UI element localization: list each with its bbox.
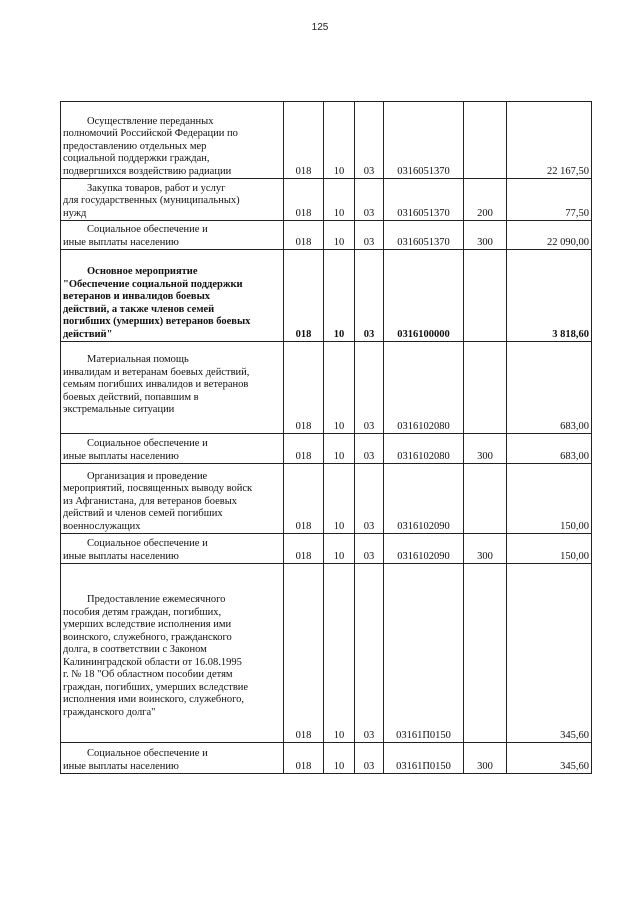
gov-code: 018 — [284, 179, 324, 221]
expense-type-code — [464, 464, 507, 534]
section-code: 10 — [324, 250, 355, 342]
amount: 22 167,50 — [507, 102, 592, 179]
gov-code: 018 — [284, 564, 324, 743]
gov-code: 018 — [284, 102, 324, 179]
row-name — [61, 564, 284, 743]
amount: 150,00 — [507, 534, 592, 564]
target-article-code: 0316100000 — [384, 250, 464, 342]
row-name-line: полномочий Российской Федерации по — [63, 128, 238, 139]
table-row — [61, 342, 592, 434]
subsection-code: 03 — [355, 221, 384, 250]
expense-type-code: 300 — [464, 221, 507, 250]
row-name-line: Организация и проведение — [87, 470, 208, 482]
row-name-line: Социальное обеспечение и — [87, 438, 208, 449]
row-name-line: "Обеспечение социальной поддержки — [63, 278, 243, 290]
row-name-line: Материальная помощь — [87, 354, 189, 365]
row-name-line: Закупка товаров, работ и услуг — [87, 182, 226, 194]
amount: 683,00 — [507, 342, 592, 434]
target-article-code: 0316051370 — [384, 102, 464, 179]
budget-table — [60, 101, 592, 774]
row-name-line: подвергшихся воздействию радиации — [63, 165, 232, 177]
row-name-line: мероприятий, посвященных выводу войск — [63, 483, 253, 494]
row-name-line: военнослужащих — [63, 520, 141, 532]
row-name-line: иные выплаты населению — [63, 450, 179, 462]
row-name-line: ветеранов и инвалидов боевых — [63, 291, 211, 302]
gov-code: 018 — [284, 342, 324, 434]
row-name-line: Основное мероприятие — [87, 266, 198, 277]
row-name-line: семьям погибших инвалидов и ветеранов — [63, 379, 249, 390]
amount: 22 090,00 — [507, 221, 592, 250]
expense-type-code: 200 — [464, 179, 507, 221]
row-name-line: пособия детям граждан, погибших, — [63, 606, 222, 618]
subsection-code: 03 — [355, 434, 384, 464]
row-name — [61, 534, 284, 564]
row-name-line: иные выплаты населению — [63, 236, 179, 248]
subsection-code: 03 — [355, 534, 384, 564]
target-article-code: 0316102080 — [384, 434, 464, 464]
subsection-code: 03 — [355, 342, 384, 434]
expense-type-code — [464, 564, 507, 743]
target-article-code: 03161П0150 — [384, 743, 464, 774]
row-name — [61, 102, 284, 179]
table-row — [61, 102, 592, 179]
row-name-line: для государственных (муниципальных) — [63, 195, 240, 206]
subsection-code: 03 — [355, 250, 384, 342]
row-name-line: из Афганистана, для ветеранов боевых — [63, 495, 237, 507]
expense-type-code — [464, 342, 507, 434]
row-name-line: экстремальные ситуации — [63, 404, 175, 415]
subsection-code: 03 — [355, 464, 384, 534]
subsection-code: 03 — [355, 743, 384, 774]
gov-code: 018 — [284, 534, 324, 564]
row-name-line: действий и членов семей погибших — [63, 508, 223, 519]
section-code: 10 — [324, 221, 355, 250]
table-row — [61, 743, 592, 774]
section-code: 10 — [324, 342, 355, 434]
row-name — [61, 743, 284, 774]
gov-code: 018 — [284, 221, 324, 250]
row-name-line: Предоставление ежемесячного — [87, 594, 226, 605]
row-name-line: Социальное обеспечение и — [87, 224, 208, 235]
row-name-line: воинского, служебного, гражданского — [63, 631, 232, 643]
section-code: 10 — [324, 464, 355, 534]
amount: 345,60 — [507, 564, 592, 743]
row-name-line: Калининградской области от 16.08.1995 — [63, 656, 242, 668]
page-number: 125 — [311, 22, 329, 33]
section-code: 10 — [324, 434, 355, 464]
row-name — [61, 464, 284, 534]
row-name-line: иные выплаты населению — [63, 550, 179, 562]
row-name-line: боевых действий, попавшим в — [63, 391, 199, 403]
row-name-line: г. № 18 "Об областном пособии детям — [63, 669, 233, 680]
row-name — [61, 221, 284, 250]
subsection-code: 03 — [355, 102, 384, 179]
amount: 345,60 — [507, 743, 592, 774]
row-name-line: иные выплаты населению — [63, 760, 179, 772]
row-name-line: инвалидам и ветеранам боевых действий, — [63, 366, 250, 378]
gov-code: 018 — [284, 250, 324, 342]
row-name-line: действий" — [63, 328, 113, 340]
table-row — [61, 179, 592, 221]
table-row — [61, 534, 592, 564]
target-article-code: 0316102090 — [384, 534, 464, 564]
amount: 77,50 — [507, 179, 592, 221]
subsection-code: 03 — [355, 564, 384, 743]
target-article-code: 0316102080 — [384, 342, 464, 434]
row-name-line: Социальное обеспечение и — [87, 538, 208, 549]
row-name-line: Социальное обеспечение и — [87, 748, 208, 759]
section-code: 10 — [324, 564, 355, 743]
section-code: 10 — [324, 534, 355, 564]
row-name-line: долга, в соответствии с Законом — [63, 644, 207, 655]
expense-type-code — [464, 250, 507, 342]
row-name-line: действий, а также членов семей — [63, 303, 215, 315]
row-name-line: нужд — [63, 207, 87, 219]
amount: 150,00 — [507, 464, 592, 534]
section-code: 10 — [324, 179, 355, 221]
section-code: 10 — [324, 743, 355, 774]
table-row — [61, 464, 592, 534]
row-name-line: исполнения ими воинского, служебного, — [63, 694, 245, 705]
target-article-code: 03161П0150 — [384, 564, 464, 743]
amount: 3 818,60 — [507, 250, 592, 342]
table-row — [61, 250, 592, 342]
table-row — [61, 221, 592, 250]
row-name-line: граждан, погибших, умерших вследствие — [63, 681, 249, 693]
row-name — [61, 179, 284, 221]
gov-code: 018 — [284, 743, 324, 774]
row-name-line: умерших вследствие исполнения ими — [63, 619, 232, 630]
expense-type-code: 300 — [464, 743, 507, 774]
row-name — [61, 342, 284, 434]
row-name-line: Осуществление переданных — [87, 115, 214, 127]
row-name — [61, 250, 284, 342]
target-article-code: 0316051370 — [384, 179, 464, 221]
gov-code: 018 — [284, 434, 324, 464]
row-name-line: гражданского долга" — [63, 706, 156, 718]
gov-code: 018 — [284, 464, 324, 534]
row-name-line: социальной поддержки граждан, — [63, 153, 210, 164]
table-row — [61, 564, 592, 743]
expense-type-code: 300 — [464, 534, 507, 564]
table-row — [61, 434, 592, 464]
row-name-line: предоставлению отдельных мер — [63, 140, 207, 152]
amount: 683,00 — [507, 434, 592, 464]
section-code: 10 — [324, 102, 355, 179]
subsection-code: 03 — [355, 179, 384, 221]
target-article-code: 0316102090 — [384, 464, 464, 534]
target-article-code: 0316051370 — [384, 221, 464, 250]
row-name — [61, 434, 284, 464]
row-name-line: погибших (умерших) ветеранов боевых — [63, 316, 251, 327]
expense-type-code: 300 — [464, 434, 507, 464]
expense-type-code — [464, 102, 507, 179]
